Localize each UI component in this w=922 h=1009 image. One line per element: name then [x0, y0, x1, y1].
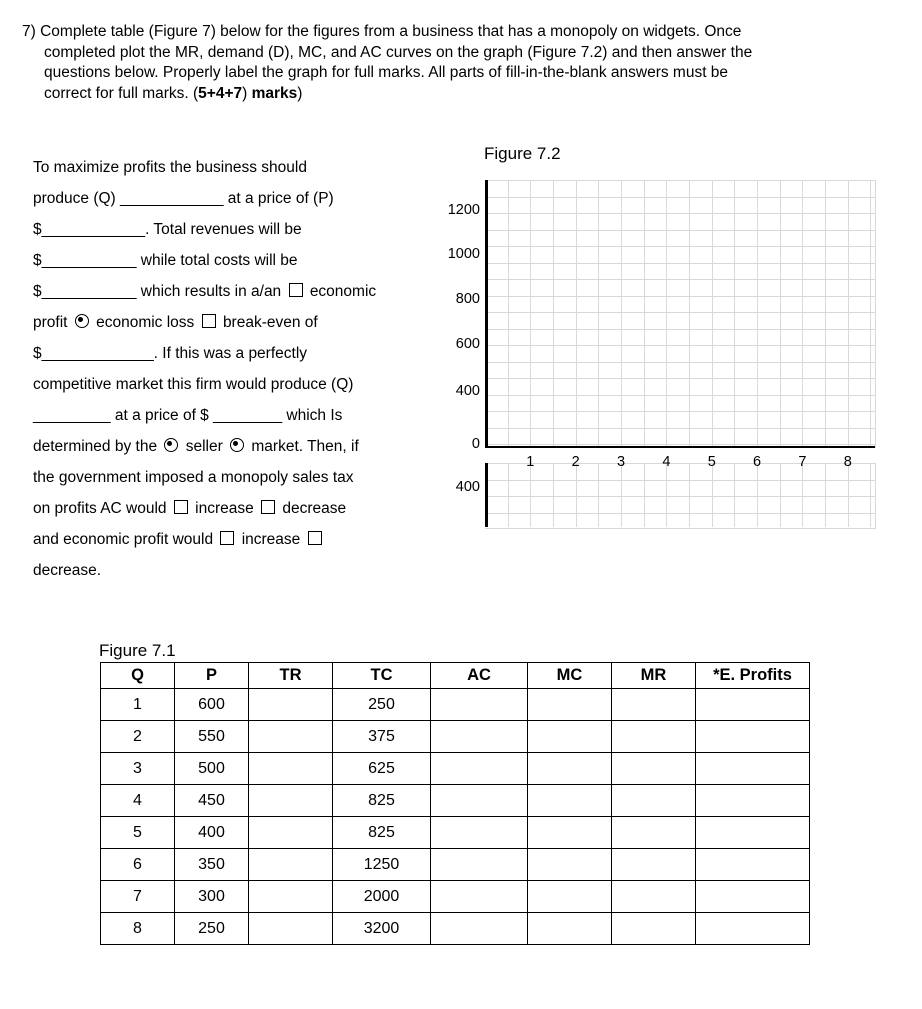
table-row: [101, 913, 810, 945]
cell-ac[interactable]: [431, 849, 528, 881]
table-row: [101, 721, 810, 753]
cell-tc: 1250: [333, 849, 431, 881]
cell-mr[interactable]: [612, 881, 696, 913]
chart-gridline-vertical: [689, 463, 690, 527]
chart-gridline-vertical: [689, 180, 690, 446]
chart-gridline-vertical: [734, 180, 735, 446]
cell-tr[interactable]: [249, 849, 333, 881]
checkbox-ac-increase[interactable]: [174, 500, 188, 514]
cell-mc[interactable]: [528, 881, 612, 913]
question-line-1: Complete table (Figure 7) below for the figures from a business that has a monopoly on widgets. Once: [40, 23, 742, 40]
prompt-line-5: [33, 276, 443, 307]
cell-mr[interactable]: [612, 753, 696, 785]
chart-gridline-horizontal: [485, 362, 875, 363]
prompt-line-12-text: on profits AC would: [33, 500, 167, 517]
cell-tr[interactable]: [249, 913, 333, 945]
cell-tc: 625: [333, 753, 431, 785]
prompt-line-11: the government imposed a monopoly sales tax: [33, 469, 354, 486]
chart-x-tick-label: 4: [662, 454, 671, 470]
col-header-ac: AC: [431, 663, 528, 689]
cell-mc[interactable]: [528, 753, 612, 785]
cell-p: 450: [175, 785, 249, 817]
cell-ep[interactable]: [696, 817, 810, 849]
cell-p: 550: [175, 721, 249, 753]
col-header-mc: MC: [528, 663, 612, 689]
chart-y-tick-label: 400: [455, 383, 480, 399]
chart-gridline-vertical: [825, 463, 826, 527]
chart-y-tick-label-negative: 400: [455, 479, 480, 495]
cell-mc[interactable]: [528, 849, 612, 881]
radio-seller[interactable]: [164, 438, 178, 452]
prompt-line-13-label-increase: increase: [241, 531, 301, 548]
cell-q: 7: [101, 881, 175, 913]
figure-7-1-title: Figure 7.1: [99, 641, 176, 660]
chart-gridline-vertical: [712, 180, 713, 446]
widget-data-table: [100, 662, 810, 945]
table-row: [101, 849, 810, 881]
prompt-line-9: _________ at a price of $ ________ which Is: [33, 407, 343, 424]
prompt-line-6-text: profit: [33, 314, 68, 331]
prompt-line-12: [33, 493, 443, 524]
chart-x-tick-label: 7: [798, 454, 807, 470]
col-header-p: P: [175, 663, 249, 689]
prompt-line-5-label: economic: [309, 283, 377, 300]
table-header-row: [101, 663, 810, 689]
question-text: [22, 22, 896, 104]
chart-x-tick-label: 8: [843, 454, 852, 470]
chart-gridline-vertical: [802, 180, 803, 446]
chart-gridline-vertical: [802, 463, 803, 527]
chart-y-axis-negative: [485, 463, 488, 527]
cell-ac[interactable]: [431, 753, 528, 785]
cell-mc[interactable]: [528, 913, 612, 945]
cell-mc[interactable]: [528, 721, 612, 753]
chart-gridline-horizontal: [485, 246, 875, 247]
chart-gridline-vertical: [870, 180, 871, 446]
cell-ac[interactable]: [431, 817, 528, 849]
prompt-line-10: [33, 431, 443, 462]
marks-suffix: ): [297, 84, 303, 102]
cell-ep[interactable]: [696, 753, 810, 785]
cell-ac[interactable]: [431, 785, 528, 817]
table-row: [101, 817, 810, 849]
chart-gridline-horizontal: [485, 213, 875, 214]
figure-7-2-title: Figure 7.2: [484, 144, 561, 163]
question-line-3: questions below. Properly label the graph for full marks. All parts of fill-in-the-blank answers must be: [44, 64, 729, 81]
chart-gridline-vertical: [576, 180, 577, 446]
cell-tc: 825: [333, 785, 431, 817]
chart-y-tick-label: 0: [471, 436, 480, 452]
cell-p: 400: [175, 817, 249, 849]
prompt-line-6-label-breakeven: break-even of: [222, 314, 318, 331]
cell-tc: 3200: [333, 913, 431, 945]
chart-gridline-vertical: [757, 180, 758, 446]
chart-gridline-vertical: [598, 180, 599, 446]
chart-x-tick-label: 3: [616, 454, 626, 470]
checkbox-economic-profit[interactable]: [289, 283, 303, 297]
chart-x-tick-label: 6: [753, 454, 762, 470]
table-row: [101, 785, 810, 817]
cell-q: 8: [101, 913, 175, 945]
chart-gridline-horizontal: [485, 480, 875, 481]
cell-mc[interactable]: [528, 785, 612, 817]
cell-mr[interactable]: [612, 721, 696, 753]
chart-gridline-vertical: [644, 463, 645, 527]
chart-gridline-horizontal: [485, 378, 875, 379]
prompt-line-14: decrease.: [33, 562, 102, 579]
cell-tr[interactable]: [249, 753, 333, 785]
chart-gridline-horizontal: [485, 263, 875, 264]
prompt-line-13: [33, 524, 443, 555]
chart-gridline-vertical: [553, 463, 554, 527]
chart-gridline-horizontal: [485, 312, 875, 313]
chart-x-tick-label: 2: [571, 454, 580, 470]
cell-q: 1: [101, 689, 175, 721]
prompt-line-5-text: $___________ which results in a/an: [33, 283, 282, 300]
chart-gridline-vertical: [508, 180, 509, 446]
chart-grid-block: [485, 180, 876, 448]
cell-p: 600: [175, 689, 249, 721]
question-line-4: [22, 84, 896, 105]
chart-gridline-vertical: [712, 463, 713, 527]
chart-gridline-vertical: [780, 180, 781, 446]
chart-gridline-vertical: [757, 463, 758, 527]
cell-ac[interactable]: [431, 881, 528, 913]
table-row: [101, 689, 810, 721]
cell-p: 250: [175, 913, 249, 945]
chart-gridline-vertical: [848, 463, 849, 527]
col-header-e-profits: *E. Profits: [696, 663, 810, 689]
prompt-line-10-label-seller: seller: [185, 438, 223, 455]
checkbox-ac-decrease[interactable]: [261, 500, 275, 514]
cell-mr[interactable]: [612, 849, 696, 881]
prompt-line-8: competitive market this firm would produce (Q): [33, 376, 354, 393]
chart-gridline-vertical: [508, 463, 509, 527]
prompt-line-3: $____________. Total revenues will be: [33, 221, 302, 238]
chart-gridline-vertical: [870, 463, 871, 527]
chart-gridline-horizontal: [485, 513, 875, 514]
cell-mc[interactable]: [528, 817, 612, 849]
chart-gridline-vertical: [553, 180, 554, 446]
prompt-line-13-text: and economic profit would: [33, 531, 214, 548]
prompt-line-12-label-decrease: decrease: [282, 500, 347, 517]
cell-q: 5: [101, 817, 175, 849]
cell-tc: 2000: [333, 881, 431, 913]
chart-y-tick-label: 600: [455, 336, 480, 352]
chart-gridline-vertical: [576, 463, 577, 527]
checkbox-profit-decrease[interactable]: [308, 531, 322, 545]
chart-gridline-horizontal: [485, 428, 875, 429]
chart-x-axis: [485, 446, 875, 448]
chart-gridline-vertical: [666, 180, 667, 446]
cell-tc: 375: [333, 721, 431, 753]
chart-gridline-vertical: [530, 463, 531, 527]
chart-y-tick-label: 800: [455, 291, 480, 307]
cell-mr[interactable]: [612, 913, 696, 945]
chart-y-axis: [485, 180, 488, 446]
table-row: [101, 753, 810, 785]
chart-gridline-horizontal: [485, 230, 875, 231]
chart-x-tick-label: 1: [526, 454, 535, 470]
cell-p: 300: [175, 881, 249, 913]
chart-y-tick-label: 1200: [447, 202, 480, 218]
chart-gridline-horizontal: [485, 279, 875, 280]
cell-tc: 825: [333, 817, 431, 849]
cell-ep[interactable]: [696, 785, 810, 817]
chart-gridline-horizontal: [485, 444, 875, 445]
cell-tr[interactable]: [249, 817, 333, 849]
chart-gridline-horizontal: [485, 395, 875, 396]
cell-ep[interactable]: [696, 913, 810, 945]
cell-ep[interactable]: [696, 721, 810, 753]
cell-q: 4: [101, 785, 175, 817]
col-header-mr: MR: [612, 663, 696, 689]
col-header-tc: TC: [333, 663, 431, 689]
chart-gridline-vertical: [621, 463, 622, 527]
chart-gridline-horizontal: [485, 496, 875, 497]
marks-prefix: correct for full marks. (: [44, 84, 199, 102]
chart-x-tick-label: 5: [707, 454, 716, 470]
cell-ac[interactable]: [431, 689, 528, 721]
radio-market[interactable]: [230, 438, 244, 452]
prompt-line-1: To maximize profits the business should: [33, 159, 307, 176]
question-number: 7): [22, 23, 36, 40]
cell-tr[interactable]: [249, 721, 333, 753]
cell-mr[interactable]: [612, 785, 696, 817]
cell-q: 2: [101, 721, 175, 753]
chart-gridline-horizontal: [485, 345, 875, 346]
cell-q: 3: [101, 753, 175, 785]
chart-gridline-horizontal: [485, 411, 875, 412]
question-line-2: completed plot the MR, demand (D), MC, and AC curves on the graph (Figure 7.2) and then answer the: [44, 43, 753, 61]
cell-tr[interactable]: [249, 785, 333, 817]
chart-gridline-horizontal: [485, 296, 875, 297]
cell-ep[interactable]: [696, 849, 810, 881]
cell-p: 500: [175, 753, 249, 785]
chart-gridline-vertical: [825, 180, 826, 446]
prompt-line-2: produce (Q) ____________ at a price of (P): [33, 190, 334, 207]
prompt-line-6-label-loss: economic loss: [96, 314, 195, 331]
prompt-line-10-label-market: market. Then, if: [251, 438, 359, 455]
cell-ac[interactable]: [431, 721, 528, 753]
cell-tr[interactable]: [249, 689, 333, 721]
cell-mr[interactable]: [612, 817, 696, 849]
cell-ep[interactable]: [696, 689, 810, 721]
chart-gridline-horizontal: [485, 197, 875, 198]
chart-gridline-vertical: [666, 463, 667, 527]
prompt-line-4: $___________ while total costs will be: [33, 252, 298, 269]
checkbox-break-even[interactable]: [202, 314, 216, 328]
col-header-q: Q: [101, 663, 175, 689]
marks-word: marks: [251, 84, 298, 102]
radio-economic-loss[interactable]: [75, 314, 89, 328]
prompt-line-12-label-increase: increase: [195, 500, 254, 517]
chart-gridline-horizontal: [485, 180, 875, 181]
chart-gridline-vertical: [621, 180, 622, 446]
prompt-line-10-text: determined by the: [33, 438, 158, 455]
cell-tr[interactable]: [249, 881, 333, 913]
cell-ac[interactable]: [431, 913, 528, 945]
cell-q: 6: [101, 849, 175, 881]
chart-gridline-vertical: [530, 180, 531, 446]
cell-mr[interactable]: [612, 689, 696, 721]
table-row: [101, 881, 810, 913]
cell-ep[interactable]: [696, 881, 810, 913]
cell-p: 350: [175, 849, 249, 881]
marks-values: 5+4+7: [198, 84, 243, 102]
marks-mid: ): [242, 84, 252, 102]
col-header-tr: TR: [249, 663, 333, 689]
chart-gridline-vertical: [644, 180, 645, 446]
chart-gridline-vertical: [780, 463, 781, 527]
chart-gridline-horizontal: [485, 329, 875, 330]
cell-mc[interactable]: [528, 689, 612, 721]
chart-gridline-vertical: [734, 463, 735, 527]
prompt-line-6: [33, 307, 443, 338]
cell-tc: 250: [333, 689, 431, 721]
chart-gridline-vertical: [598, 463, 599, 527]
chart-y-tick-label: 1000: [447, 246, 480, 262]
prompt-line-7: $_____________. If this was a perfectly: [33, 345, 308, 362]
fill-in-the-blank-prompt: [33, 152, 443, 586]
figure-7-2-chart: [447, 180, 895, 530]
chart-gridline-vertical: [848, 180, 849, 446]
checkbox-profit-increase[interactable]: [220, 531, 234, 545]
